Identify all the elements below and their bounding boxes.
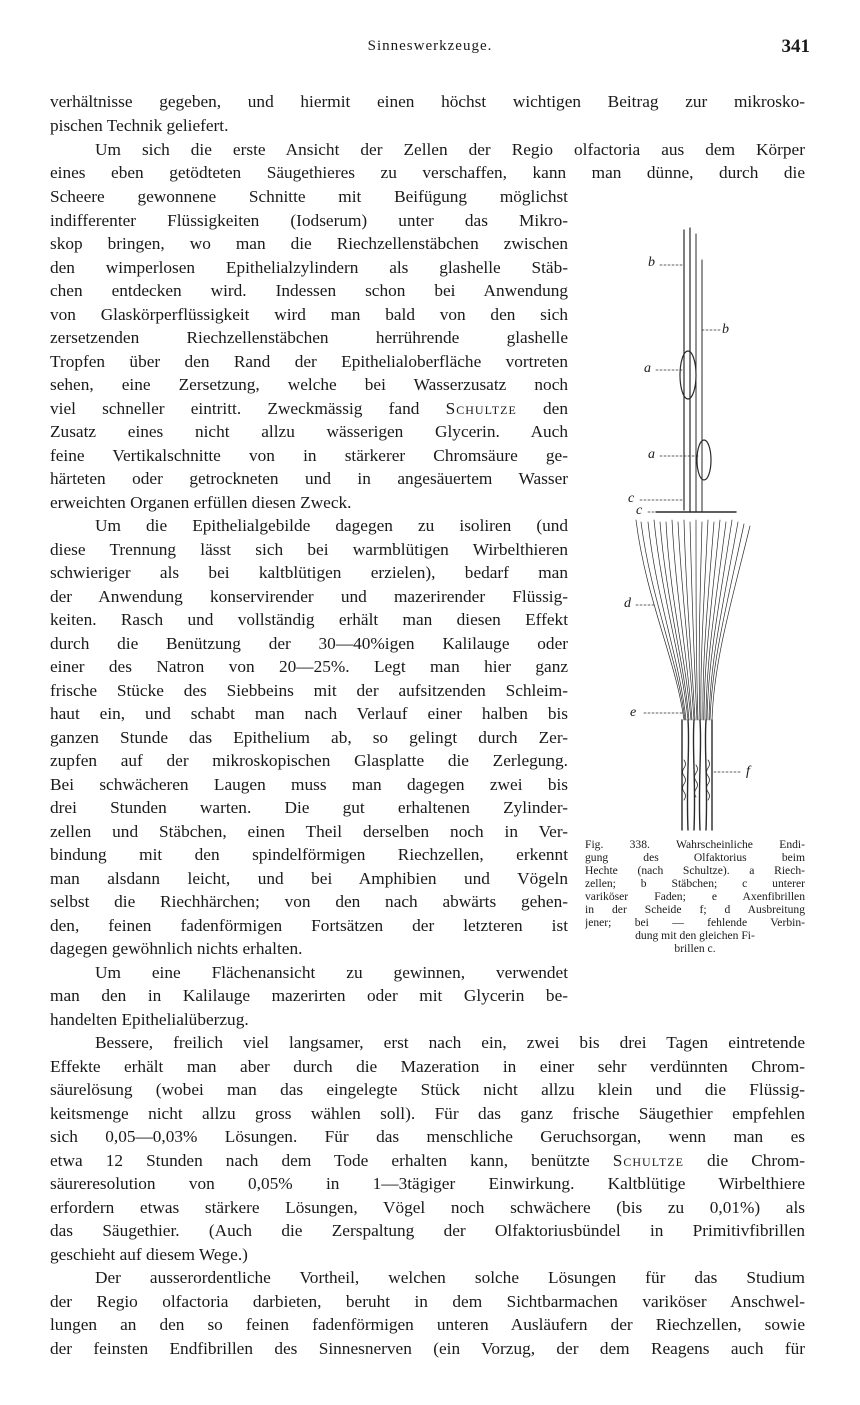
body-line: Der ausserordentliche Vortheil, welchen solche Lösungen für das Studium [95,1268,805,1287]
body-line: säurelösung (wobei man das eingelegte Stück nicht allzu klein und die Flüssig- [50,1080,805,1099]
body-line: verhältnisse gegeben, und hiermit einen höchst wichtigen Beitrag zur mikrosko- [50,92,805,111]
body-line: Scheere gewonnene Schnitte mit Beifügung möglichst [50,187,568,206]
body-line: der feinsten Endfibrillen des Sinnesnerven (ein Vorzug, der dem Reagens auch für [50,1339,805,1358]
figure-label-e: e [630,705,637,720]
figure-label-b: b [648,255,655,270]
body-line: indifferenter Flüssigkeiten (Iodserum) unter das Mikro- [50,211,568,230]
body-line [50,397,568,421]
body-line: zellen und Stäbchen, einen Theil derselben noch in Ver- [50,822,568,841]
running-title: Sinneswerkzeuge. [367,38,493,54]
spindle-cell [697,440,711,480]
body-line: pischen Technik geliefert. [50,116,229,135]
body-line: erfordern etwas stärkere Lösungen, Vögel noch schwächere (bis zu 0,01%) als [50,1198,805,1217]
body-line: geschieht auf diesem Wege.) [50,1245,248,1264]
page-number: 341 [781,36,810,57]
figure-label-d: d [624,596,631,611]
body-line: säureresolution von 0,05% in 1—3tägiger Einwirkung. Kaltblütige Wirbelthiere [50,1174,805,1193]
figure-label-a: a [644,361,651,376]
body-line: durch die Benützung der 30—40%igen Kalilauge oder [50,634,568,653]
body-text: die Chrom- [683,1151,805,1170]
body-line: Tropfen über den Rand der Epithelialoberfläche vortreten [50,352,568,371]
body-line: Bei schwächeren Laugen muss man dagegen zwei bis [50,775,568,794]
body-line: zersetzenden Riechzellenstäbchen herrührende glashelle [50,328,568,347]
body-line: schwieriger als bei kaltblütigen erzielen), bedarf man [50,563,568,582]
body-line: sich 0,05—0,03% Lösungen. Für das menschliche Geruchsorgan, wenn man es [50,1127,805,1146]
author-name: Schultze [612,1151,684,1170]
label-leaders [636,265,742,772]
figure-label-c: c [636,503,643,518]
body-line: ganzen Stunde das Epithelium ab, so gelingt durch Zer- [50,728,568,747]
caption-line: Hechte (nach Schultze). a Riech- [585,864,805,877]
caption-line: Fig. 338. Wahrscheinliche Endi- [585,838,805,851]
figure-label-c: c [628,491,635,506]
body-line: erweichten Organen erfüllen diesen Zweck. [50,493,352,512]
body-line: keitsmenge nicht allzu gross wählen soll). Für das ganz frische Säugethier empfehlen [50,1104,805,1123]
fibril-fan [636,520,750,720]
body-line: selbst die Riechhärchen; von den nach abwärts gehen- [50,892,568,911]
body-line: lungen an den so feinen fadenförmigen unteren Ausläufern der Riechzellen, sowie [50,1315,805,1334]
figure-caption [585,838,805,955]
body-line: keiten. Rasch und vollständig erhält man diesen Effekt [50,610,568,629]
body-line: Um eine Flächenansicht zu gewinnen, verwendet [95,963,568,982]
body-text: etwa 12 Stunden nach dem Tode erhalten kann, benützte [50,1151,590,1170]
body-line: der Anwendung konservirender und mazerirender Flüssig- [50,587,568,606]
body-line: haut ein, und schabt man nach Verlauf einer halben bis [50,704,568,723]
caption-line: variköser Faden; e Axenfibrillen [585,890,805,903]
body-line: skop bringen, wo man die Riechzellenstäbchen zwischen [50,234,568,253]
body-line: handelten Epithelialüberzug. [50,1010,249,1029]
caption-line: zellen; b Stäbchen; c unterer [585,877,805,890]
caption-line: dung mit den gleichen Fi- [635,929,755,942]
body-line: sehen, eine Zersetzung, welche bei Wasserzusatz noch [50,375,568,394]
figure-label-a: a [648,447,655,462]
body-line: von Glaskörperflüssigkeit wird man bald von den sich [50,305,568,324]
body-line: feine Vertikalschnitte von in stärkerer Chromsäure ge- [50,446,568,465]
body-line: bindung mit den spindelförmigen Riechzellen, erkennt [50,845,568,864]
body-line: Bessere, freilich viel langsamer, erst nach ein, zwei bis drei Tagen eintretende [95,1033,805,1052]
body-line: einer des Natron von 20—25%. Legt man hier ganz [50,657,568,676]
body-line: frische Stücke des Siebbeins mit der aufsitzenden Schleim- [50,681,568,700]
body-line: härteten oder getrockneten und in angesäuertem Wasser [50,469,568,488]
spindle-cell [680,351,696,399]
olfactory-nerve-illustration [596,220,796,840]
body-line: Effekte erhält man aber durch die Mazeration in einer sehr verdünnten Chrom- [50,1057,805,1076]
page-header [0,36,860,64]
caption-line: gung des Olfaktorius beim [585,851,805,864]
figure-label-b: b [722,322,729,337]
body-line: diese Trennung lässt sich bei warmblütigen Wirbelthieren [50,540,568,559]
body-line: eines eben getödteten Säugethieres zu verschaffen, kann man dünne, durch die [50,163,805,182]
caption-line: in der Scheide f; d Ausbreitung [585,903,805,916]
caption-line: brillen c. [674,942,716,955]
body-line: Zusatz eines nicht allzu wässerigen Glycerin. Auch [50,422,568,441]
body-line [50,1149,805,1173]
caption-line: jener; bei — fehlende Verbin- [585,916,805,929]
body-line: den, feinen fadenförmigen Fortsätzen der letzteren ist [50,916,568,935]
figure-label-f: f [746,764,750,779]
author-name: Schultze [445,399,517,418]
body-line: man den in Kalilauge mazerirten oder mit Glycerin be- [50,986,568,1005]
body-line: das Säugethier. (Auch die Zerspaltung der Olfaktoriusbündel in Primitivfibrillen [50,1221,805,1240]
body-line: den wimperlosen Epithelialzylindern als glashelle Stäb- [50,258,568,277]
body-line: zupfen auf der mikroskopischen Glasplatte die Zerlegung. [50,751,568,770]
body-line: man alsdann leicht, und bei Amphibien und Vögeln [50,869,568,888]
body-line: der Regio olfactoria darbieten, beruht in dem Sichtbarmachen variköser Anschwel- [50,1292,805,1311]
body-line: Um sich die erste Ansicht der Zellen der Regio olfactoria aus dem Körper [95,140,805,159]
body-line: chen entdecken wird. Indessen schon bei Anwendung [50,281,568,300]
body-text: den [516,399,568,418]
body-line: drei Stunden warten. Die gut erhaltenen Zylinder- [50,798,568,817]
body-line: dagegen gewöhnlich nichts erhalten. [50,939,303,958]
body-text: viel schneller eintritt. Zweckmässig fand [50,399,420,418]
body-line: Um die Epithelialgebilde dagegen zu isoliren (und [95,516,568,535]
figure-338 [596,220,796,840]
